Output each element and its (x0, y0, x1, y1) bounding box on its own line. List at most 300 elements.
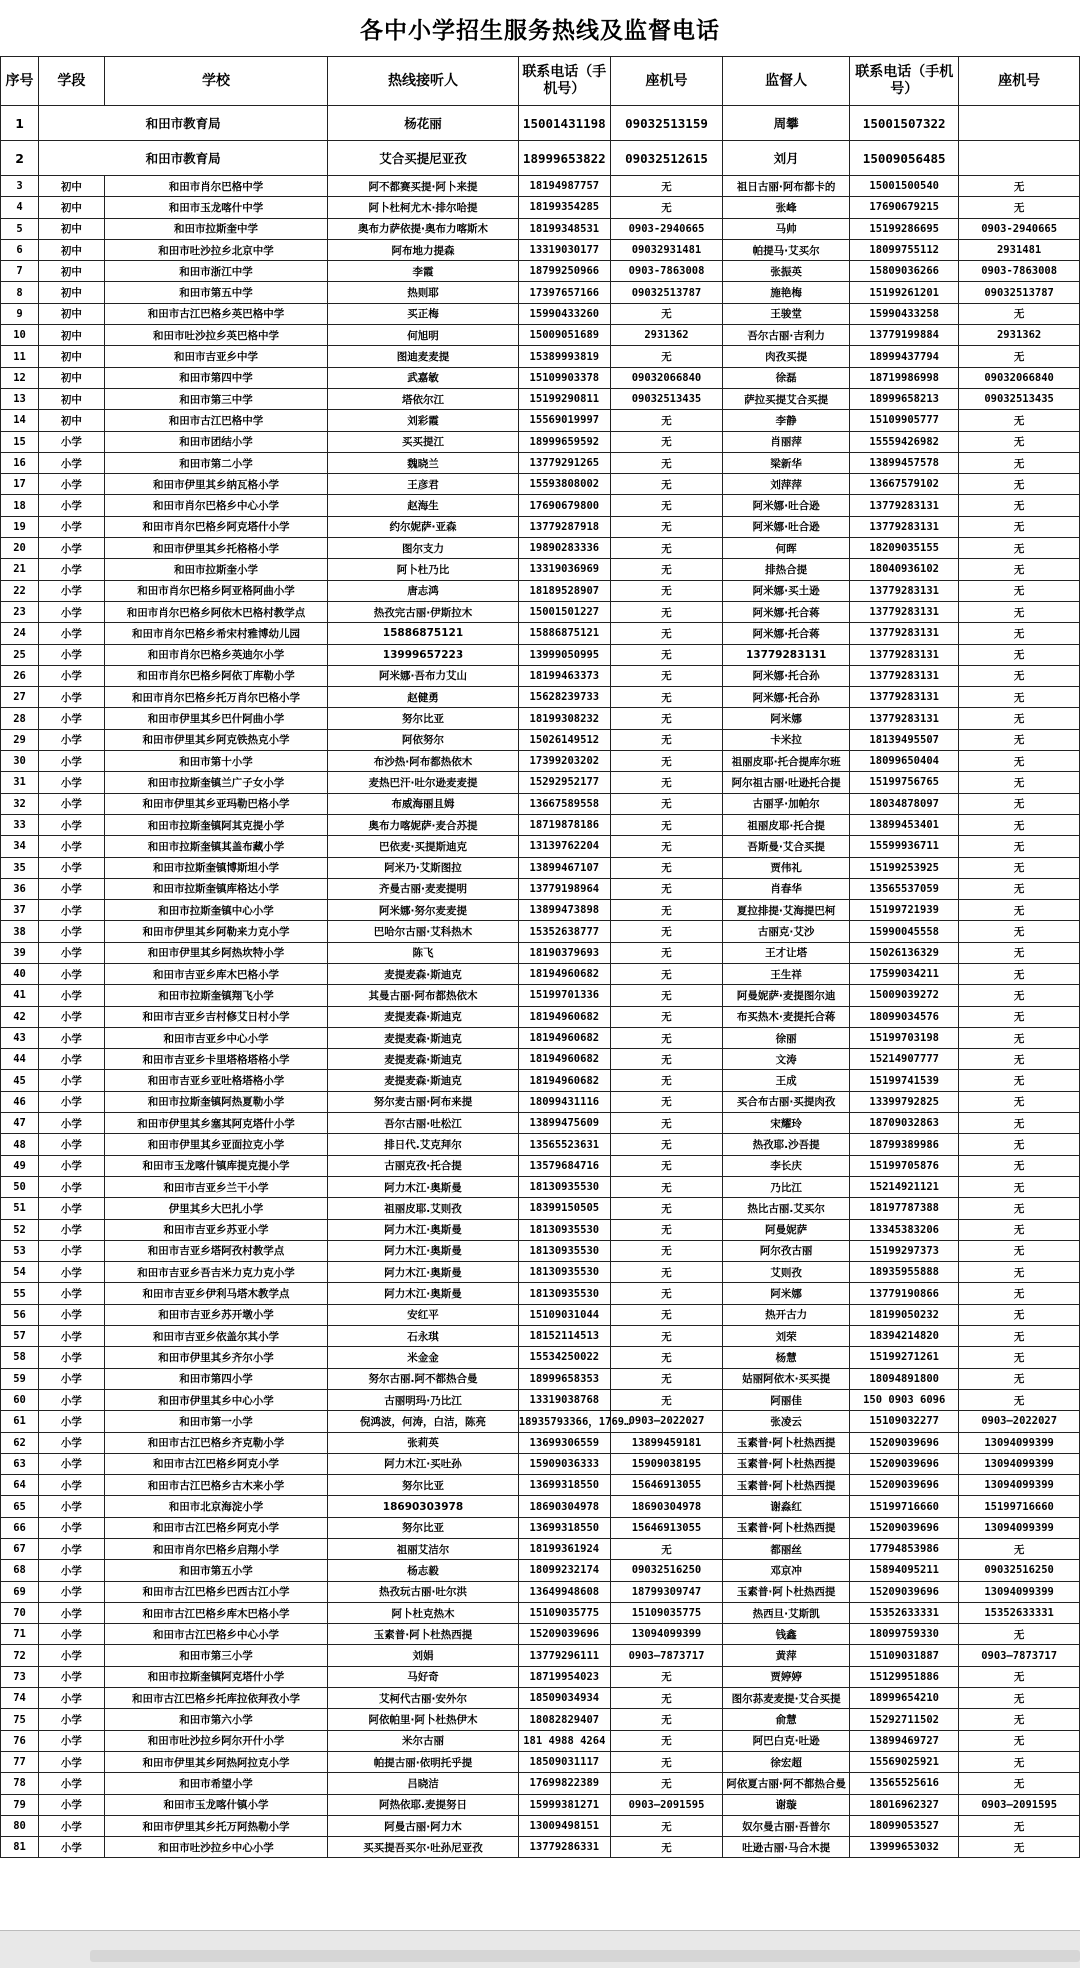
cell-supervisor-landline: 无 (959, 1815, 1080, 1836)
cell-landline: 09032516250 (610, 1560, 722, 1581)
cell-index: 21 (1, 559, 39, 580)
cell-phone: 13699306559 (518, 1432, 610, 1453)
cell-contact: 约尔妮萨·亚森 (328, 516, 519, 537)
cell-index: 39 (1, 942, 39, 963)
cell-landline: 无 (610, 495, 722, 516)
cell-school: 和田市吉亚乡伊利马塔木教学点 (104, 1283, 327, 1304)
cell-index: 34 (1, 836, 39, 857)
cell-school: 和田市吉亚乡中心小学 (104, 1027, 327, 1048)
table-row (1, 1837, 1080, 1858)
cell-contact: 马好奇 (328, 1666, 519, 1687)
cell-supervisor-landline: 无 (959, 921, 1080, 942)
cell-index: 60 (1, 1389, 39, 1410)
cell-supervisor-phone: 15109031887 (850, 1645, 959, 1666)
cell-phone: 18130935530 (518, 1219, 610, 1240)
cell-supervisor-landline: 无 (959, 985, 1080, 1006)
cell-landline: 15646913055 (610, 1517, 722, 1538)
cell-landline: 无 (610, 836, 722, 857)
cell-school: 和田市古江巴格乡中心小学 (104, 1624, 327, 1645)
cell-supervisor: 古丽克·艾沙 (723, 921, 850, 942)
cell-school: 和田市古江巴格乡英巴格中学 (104, 303, 327, 324)
cell-supervisor-phone: 13399792825 (850, 1091, 959, 1112)
cell-contact: 艾合买提尼亚孜 (328, 141, 519, 176)
cell-school: 和田市吉亚乡吾吉米力克力克小学 (104, 1262, 327, 1283)
cell-supervisor-landline: 无 (959, 1389, 1080, 1410)
cell-supervisor-landline: 无 (959, 1773, 1080, 1794)
cell-landline: 无 (610, 474, 722, 495)
table-row (1, 1815, 1080, 1836)
table-row (1, 985, 1080, 1006)
cell-landline: 无 (610, 878, 722, 899)
cell-landline: 无 (610, 1027, 722, 1048)
cell-index: 36 (1, 878, 39, 899)
cell-contact: 阿依帕里·阿卜杜热伊木 (328, 1709, 519, 1730)
cell-supervisor-landline: 无 (959, 1219, 1080, 1240)
cell-contact: 艾柯代古丽·安外尔 (328, 1688, 519, 1709)
cell-supervisor-landline: 无 (959, 538, 1080, 559)
cell-phone: 15026149512 (518, 729, 610, 750)
cell-supervisor: 图尔荪麦麦提·艾合买提 (723, 1688, 850, 1709)
cell-supervisor: 阿米娜·托合孙 (723, 665, 850, 686)
cell-contact: 热孜完古丽·伊斯拉木 (328, 601, 519, 622)
cell-school: 和田市吐沙拉乡英巴格中学 (104, 325, 327, 346)
cell-landline: 无 (610, 1368, 722, 1389)
cell-contact: 麦提麦森·斯迪克 (328, 1006, 519, 1027)
cell-supervisor: 王成 (723, 1070, 850, 1091)
cell-supervisor: 阿曼妮萨 (723, 1219, 850, 1240)
cell-stage: 小学 (39, 1794, 105, 1815)
cell-supervisor-phone: 18099759330 (850, 1624, 959, 1645)
cell-supervisor-phone: 13779283131 (850, 601, 959, 622)
cell-supervisor-landline: 0903—2091595 (959, 1794, 1080, 1815)
cell-supervisor-landline: 无 (959, 836, 1080, 857)
cell-landline: 0903-2940665 (610, 218, 722, 239)
cell-stage: 小学 (39, 1091, 105, 1112)
table-row (1, 218, 1080, 239)
cell-index: 57 (1, 1326, 39, 1347)
cell-supervisor: 李静 (723, 410, 850, 431)
cell-supervisor-landline: 无 (959, 1347, 1080, 1368)
cell-supervisor-phone: 15199286695 (850, 218, 959, 239)
cell-landline: 无 (610, 1815, 722, 1836)
cell-school: 和田市拉斯奎镇阿克塔什小学 (104, 1666, 327, 1687)
cell-contact: 奥布力喀妮萨·麦合苏提 (328, 814, 519, 835)
cell-phone: 15209039696 (518, 1624, 610, 1645)
cell-phone: 15001431198 (518, 106, 610, 141)
header-contact-phone: 联系电话（手机号） (518, 57, 610, 106)
cell-stage: 小学 (39, 1347, 105, 1368)
cell-index: 18 (1, 495, 39, 516)
cell-supervisor: 肖丽萍 (723, 431, 850, 452)
cell-supervisor-landline: 无 (959, 857, 1080, 878)
cell-index: 13 (1, 388, 39, 409)
cell-supervisor-phone: 17690679215 (850, 197, 959, 218)
cell-index: 16 (1, 452, 39, 473)
cell-index: 32 (1, 793, 39, 814)
table-row (1, 367, 1080, 388)
cell-supervisor: 徐宏超 (723, 1751, 850, 1772)
cell-school: 和田市拉斯奎镇其盖布藏小学 (104, 836, 327, 857)
table-row (1, 963, 1080, 984)
cell-index: 49 (1, 1155, 39, 1176)
cell-supervisor-phone: 13779283131 (850, 687, 959, 708)
cell-supervisor-landline: 无 (959, 942, 1080, 963)
cell-school: 和田市玉龙喀什镇小学 (104, 1794, 327, 1815)
cell-phone: 18130935530 (518, 1176, 610, 1197)
cell-supervisor-landline: 2931362 (959, 325, 1080, 346)
cell-stage: 小学 (39, 1240, 105, 1261)
cell-stage: 小学 (39, 495, 105, 516)
cell-supervisor-phone: 17599034211 (850, 963, 959, 984)
cell-supervisor-phone: 15009039272 (850, 985, 959, 1006)
cell-supervisor-phone: 13899469727 (850, 1730, 959, 1751)
cell-stage: 小学 (39, 516, 105, 537)
cell-stage: 初中 (39, 303, 105, 324)
cell-supervisor: 杨慧 (723, 1347, 850, 1368)
table-row (1, 580, 1080, 601)
cell-phone: 15109903378 (518, 367, 610, 388)
cell-supervisor-phone: 13779283131 (850, 580, 959, 601)
cell-supervisor-phone: 15599936711 (850, 836, 959, 857)
cell-school: 和田市第四小学 (104, 1368, 327, 1389)
cell-school: 和田市肖尔巴格乡中心小学 (104, 495, 327, 516)
cell-school: 和田市第十小学 (104, 751, 327, 772)
cell-supervisor-phone: 13565525616 (850, 1773, 959, 1794)
cell-stage: 小学 (39, 1581, 105, 1602)
cell-school: 和田市肖尔巴格乡阿依丁库勒小学 (104, 665, 327, 686)
cell-supervisor: 阿尔孜古丽 (723, 1240, 850, 1261)
cell-school: 和田市玉龙喀什镇库提克提小学 (104, 1155, 327, 1176)
cell-contact: 麦提麦森·斯迪克 (328, 1049, 519, 1070)
cell-landline: 无 (610, 1304, 722, 1325)
cell-phone: 18194960682 (518, 1049, 610, 1070)
cell-supervisor-phone: 13667579102 (850, 474, 959, 495)
cell-supervisor: 马帅 (723, 218, 850, 239)
cell-stage: 小学 (39, 1262, 105, 1283)
cell-supervisor-phone: 13779283131 (850, 495, 959, 516)
cell-phone: 15569019997 (518, 410, 610, 431)
table-row (1, 1688, 1080, 1709)
cell-stage: 小学 (39, 751, 105, 772)
table-row (1, 1645, 1080, 1666)
cell-stage: 小学 (39, 1645, 105, 1666)
cell-landline: 无 (610, 1091, 722, 1112)
cell-supervisor: 施艳梅 (723, 282, 850, 303)
cell-contact: 买买提吾买尔·吐孙尼亚孜 (328, 1837, 519, 1858)
cell-phone: 17399203202 (518, 751, 610, 772)
cell-index: 63 (1, 1453, 39, 1474)
cell-supervisor-landline: 无 (959, 1666, 1080, 1687)
cell-school: 和田市第五中学 (104, 282, 327, 303)
table-row (1, 1539, 1080, 1560)
table-row (1, 1602, 1080, 1623)
cell-phone: 18999659592 (518, 431, 610, 452)
cell-stage: 小学 (39, 1070, 105, 1091)
cell-phone: 18199348531 (518, 218, 610, 239)
cell-supervisor-landline: 13094099399 (959, 1453, 1080, 1474)
cell-contact: 麦提麦森·斯迪克 (328, 963, 519, 984)
table-row (1, 1560, 1080, 1581)
cell-phone: 15109035775 (518, 1602, 610, 1623)
cell-landline: 无 (610, 963, 722, 984)
cell-landline: 0903—2091595 (610, 1794, 722, 1815)
cell-contact: 努尔比亚 (328, 1475, 519, 1496)
table-row (1, 665, 1080, 686)
cell-index: 33 (1, 814, 39, 835)
cell-supervisor: 祖丽皮耶·托合提 (723, 814, 850, 835)
cell-landline: 0903—2022027 (610, 1411, 722, 1432)
table-row (1, 516, 1080, 537)
cell-supervisor: 文涛 (723, 1049, 850, 1070)
cell-phone: 18194960682 (518, 963, 610, 984)
cell-supervisor: 王才让塔 (723, 942, 850, 963)
cell-phone: 18690304978 (518, 1496, 610, 1517)
table-row (1, 729, 1080, 750)
table-row (1, 1240, 1080, 1261)
cell-index: 30 (1, 751, 39, 772)
cell-landline: 无 (610, 1219, 722, 1240)
cell-phone: 181 4988 4264 (518, 1730, 610, 1751)
cell-school: 和田市吉亚乡亚吐格塔格小学 (104, 1070, 327, 1091)
table-row (1, 1411, 1080, 1432)
cell-landline: 无 (610, 1240, 722, 1261)
cell-index: 64 (1, 1475, 39, 1496)
cell-phone: 13779286331 (518, 1837, 610, 1858)
cell-supervisor-landline: 无 (959, 878, 1080, 899)
cell-stage: 小学 (39, 601, 105, 622)
cell-index: 70 (1, 1602, 39, 1623)
cell-index: 5 (1, 218, 39, 239)
cell-stage: 小学 (39, 1283, 105, 1304)
cell-phone: 15009051689 (518, 325, 610, 346)
cell-landline: 15646913055 (610, 1475, 722, 1496)
cell-school: 和田市肖尔巴格乡启翔小学 (104, 1539, 327, 1560)
cell-supervisor: 宋耀玲 (723, 1113, 850, 1134)
cell-landline: 09032512615 (610, 141, 722, 176)
cell-school: 和田市第一小学 (104, 1411, 327, 1432)
table-row (1, 325, 1080, 346)
cell-supervisor-phone: 18040936102 (850, 559, 959, 580)
cell-contact: 图迪麦麦提 (328, 346, 519, 367)
cell-stage: 初中 (39, 239, 105, 260)
cell-phone: 13899467107 (518, 857, 610, 878)
cell-contact: 祖丽皮耶.艾则孜 (328, 1198, 519, 1219)
cell-supervisor: 玉素普·阿卜杜热西提 (723, 1432, 850, 1453)
cell-index: 73 (1, 1666, 39, 1687)
cell-contact: 阿力木江·奥斯曼 (328, 1176, 519, 1197)
cell-index: 17 (1, 474, 39, 495)
cell-supervisor-phone: 18197787388 (850, 1198, 959, 1219)
cell-contact: 阿不都赛买提·阿卜来提 (328, 176, 519, 197)
cell-index: 71 (1, 1624, 39, 1645)
table-row (1, 921, 1080, 942)
cell-supervisor-phone: 15990045558 (850, 921, 959, 942)
cell-index: 68 (1, 1560, 39, 1581)
cell-contact: 米尔古丽 (328, 1730, 519, 1751)
cell-landline: 无 (610, 1688, 722, 1709)
cell-landline: 无 (610, 793, 722, 814)
cell-phone: 18399150505 (518, 1198, 610, 1219)
cell-supervisor-landline: 无 (959, 708, 1080, 729)
cell-landline: 无 (610, 1326, 722, 1347)
cell-index: 6 (1, 239, 39, 260)
cell-landline: 无 (610, 1709, 722, 1730)
cell-phone: 15886875121 (518, 623, 610, 644)
cell-stage: 小学 (39, 1368, 105, 1389)
table-row (1, 1070, 1080, 1091)
cell-school: 和田市第三中学 (104, 388, 327, 409)
cell-contact: 吕晓洁 (328, 1773, 519, 1794)
cell-landline: 无 (610, 708, 722, 729)
cell-stage: 小学 (39, 623, 105, 644)
cell-landline: 无 (610, 176, 722, 197)
cell-phone: 13319030177 (518, 239, 610, 260)
cell-school: 和田市第六小学 (104, 1709, 327, 1730)
cell-supervisor-landline: 无 (959, 1027, 1080, 1048)
cell-index: 27 (1, 687, 39, 708)
table-row (1, 793, 1080, 814)
cell-contact: 陈飞 (328, 942, 519, 963)
bureau-row (1, 106, 1080, 141)
cell-stage: 小学 (39, 1006, 105, 1027)
cell-landline: 无 (610, 1006, 722, 1027)
cell-contact: 阿布地力提森 (328, 239, 519, 260)
table-row (1, 1475, 1080, 1496)
cell-index: 76 (1, 1730, 39, 1751)
cell-index: 1 (1, 106, 39, 141)
table-row (1, 1581, 1080, 1602)
horizontal-scrollbar[interactable] (90, 1950, 1080, 1962)
cell-stage: 小学 (39, 687, 105, 708)
cell-landline: 无 (610, 1155, 722, 1176)
cell-contact: 阿力木江·买吐孙 (328, 1453, 519, 1474)
cell-phone: 18719954023 (518, 1666, 610, 1687)
table-row (1, 261, 1080, 282)
cell-phone: 13649948608 (518, 1581, 610, 1602)
cell-supervisor-landline: 无 (959, 559, 1080, 580)
cell-school: 和田市伊里其乡纳瓦格小学 (104, 474, 327, 495)
cell-contact: 买买提江 (328, 431, 519, 452)
cell-school: 和田市伊里其乡塞其阿克塔什小学 (104, 1113, 327, 1134)
cell-contact: 布沙热·阿布都热依木 (328, 751, 519, 772)
cell-stage: 小学 (39, 963, 105, 984)
cell-contact: 努尔比亚 (328, 708, 519, 729)
cell-contact: 努尔麦古丽·阿布来提 (328, 1091, 519, 1112)
cell-stage: 小学 (39, 878, 105, 899)
cell-supervisor: 玉素普·阿卜杜热西提 (723, 1517, 850, 1538)
cell-supervisor-landline: 无 (959, 1304, 1080, 1325)
cell-supervisor-phone: 15209039696 (850, 1581, 959, 1602)
cell-contact: 努尔古丽.阿不都热合曼 (328, 1368, 519, 1389)
cell-index: 77 (1, 1751, 39, 1772)
cell-stage: 小学 (39, 942, 105, 963)
cell-index: 79 (1, 1794, 39, 1815)
cell-school: 和田市古江巴格乡齐克勒小学 (104, 1432, 327, 1453)
cell-landline: 无 (610, 665, 722, 686)
table-row (1, 1368, 1080, 1389)
cell-supervisor-landline (959, 141, 1080, 176)
cell-supervisor-landline: 无 (959, 452, 1080, 473)
cell-contact: 玉素普·阿卜杜热西提 (328, 1624, 519, 1645)
cell-supervisor-phone: 150 0903 6096 (850, 1389, 959, 1410)
cell-stage: 小学 (39, 1411, 105, 1432)
table-row (1, 176, 1080, 197)
cell-supervisor: 艾则孜 (723, 1262, 850, 1283)
cell-contact: 布威海丽且姆 (328, 793, 519, 814)
cell-stage: 小学 (39, 1496, 105, 1517)
cell-stage: 小学 (39, 793, 105, 814)
cell-phone: 13779291265 (518, 452, 610, 473)
cell-school: 和田市吐沙拉乡阿尔开什小学 (104, 1730, 327, 1751)
table-row (1, 1730, 1080, 1751)
cell-supervisor-landline: 无 (959, 346, 1080, 367)
table-row (1, 495, 1080, 516)
cell-stage: 小学 (39, 708, 105, 729)
cell-contact: 图尔支力 (328, 538, 519, 559)
cell-supervisor-phone: 18016962327 (850, 1794, 959, 1815)
cell-contact: 唐志鸿 (328, 580, 519, 601)
cell-phone: 15292952177 (518, 772, 610, 793)
cell-landline: 无 (610, 431, 722, 452)
cell-index: 26 (1, 665, 39, 686)
cell-contact: 热孜玩古丽·吐尔洪 (328, 1581, 519, 1602)
cell-school: 和田市拉斯奎中学 (104, 218, 327, 239)
cell-landline: 无 (610, 942, 722, 963)
cell-school: 和田市第四中学 (104, 367, 327, 388)
cell-phone: 15628239733 (518, 687, 610, 708)
cell-stage: 小学 (39, 1432, 105, 1453)
table-row (1, 900, 1080, 921)
cell-supervisor-phone: 13345383206 (850, 1219, 959, 1240)
header-row (1, 57, 1080, 106)
cell-supervisor-phone: 13899457578 (850, 452, 959, 473)
cell-supervisor: 何晖 (723, 538, 850, 559)
cell-school: 和田市伊里其乡巴什阿曲小学 (104, 708, 327, 729)
cell-school: 和田市伊里其乡齐尔小学 (104, 1347, 327, 1368)
cell-supervisor-phone: 13779190866 (850, 1283, 959, 1304)
cell-supervisor-phone: 13779283131 (850, 665, 959, 686)
cell-contact: 买正梅 (328, 303, 519, 324)
cell-index: 47 (1, 1113, 39, 1134)
cell-supervisor-landline: 无 (959, 772, 1080, 793)
cell-contact: 倪鸿波，何涛，白洁，陈亮 (328, 1411, 519, 1432)
cell-supervisor-phone: 13779283131 (850, 516, 959, 537)
table-row (1, 1219, 1080, 1240)
cell-landline: 无 (610, 601, 722, 622)
cell-phone: 18999653822 (518, 141, 610, 176)
cell-school: 和田市吉亚乡卡里塔格塔格小学 (104, 1049, 327, 1070)
table-row (1, 1091, 1080, 1112)
cell-school: 和田市吉亚乡苏亚小学 (104, 1219, 327, 1240)
cell-contact: 阿米娜·努尔麦麦提 (328, 900, 519, 921)
cell-supervisor: 王骏堂 (723, 303, 850, 324)
cell-contact: 奥布力萨依提·奥布力喀斯木 (328, 218, 519, 239)
cell-landline: 无 (610, 559, 722, 580)
table-row (1, 1113, 1080, 1134)
cell-landline: 无 (610, 687, 722, 708)
cell-landline: 无 (610, 751, 722, 772)
cell-school: 和田市伊里其乡阿热坎特小学 (104, 942, 327, 963)
table-row (1, 1453, 1080, 1474)
cell-school: 和田市古江巴格乡古木来小学 (104, 1475, 327, 1496)
cell-index: 55 (1, 1283, 39, 1304)
cell-supervisor-landline: 15199716660 (959, 1496, 1080, 1517)
cell-supervisor-landline (959, 106, 1080, 141)
cell-school: 和田市古江巴格乡库木巴格小学 (104, 1602, 327, 1623)
cell-supervisor-landline: 无 (959, 1049, 1080, 1070)
cell-index: 42 (1, 1006, 39, 1027)
cell-supervisor-phone: 18139495507 (850, 729, 959, 750)
